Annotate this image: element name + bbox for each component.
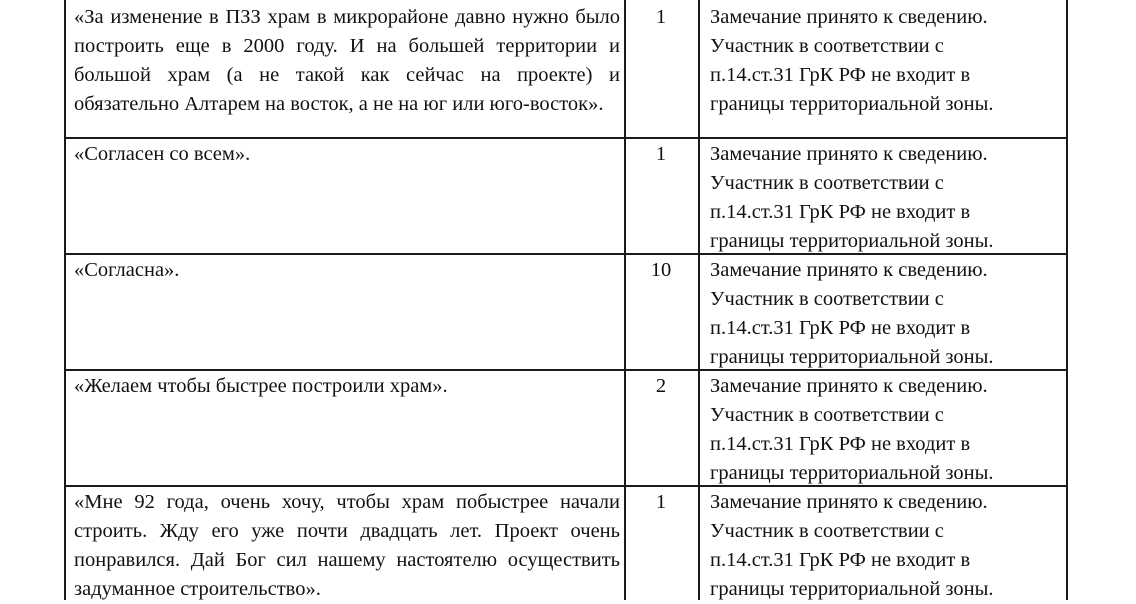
response-cell: Замечание принято к сведению. Участник в соответствии с п.14.ст.31 ГрК РФ не входит в границы территориальной зоны. [710, 259, 994, 368]
count-cell: 2 [655, 375, 667, 397]
table-row [64, 487, 1068, 600]
table-row [64, 371, 1068, 485]
table-row [64, 255, 1068, 369]
comment-cell: «За изменение в ПЗЗ храм в микрорайоне давно нужно было построить еще в 2000 году. И на большей территории и большой храм (а не такой как сейчас на проекте) и обязательно Алтарем на восток, а не на юг или юго-восток». [74, 6, 620, 115]
response-cell: Замечание принято к сведению. Участник в соответствии с п.14.ст.31 ГрК РФ не входит в границы территориальной зоны. [710, 6, 994, 115]
comment-cell: «Желаем чтобы быстрее построили храм». [74, 375, 448, 397]
comment-cell: «Мне 92 года, очень хочу, чтобы храм побыстрее начали строить. Жду его уже почти двадцать лет. Проект очень понравился. Дай Бог сил нашему настоятелю осуществить задуманное строительство». [74, 491, 620, 600]
count-cell: 1 [655, 143, 667, 165]
response-cell: Замечание принято к сведению. Участник в соответствии с п.14.ст.31 ГрК РФ не входит в границы территориальной зоны. [710, 491, 994, 600]
comment-cell: «Согласна». [74, 259, 180, 281]
comments-table [64, 0, 1068, 600]
response-cell: Замечание принято к сведению. Участник в соответствии с п.14.ст.31 ГрК РФ не входит в границы территориальной зоны. [710, 143, 994, 252]
table-row [64, 0, 1068, 137]
table-row [64, 139, 1068, 253]
count-cell: 1 [655, 6, 667, 28]
comment-cell: «Согласен со всем». [74, 143, 251, 165]
response-cell: Замечание принято к сведению. Участник в соответствии с п.14.ст.31 ГрК РФ не входит в границы территориальной зоны. [710, 375, 994, 484]
count-cell: 1 [655, 491, 667, 513]
count-cell: 10 [650, 259, 672, 281]
